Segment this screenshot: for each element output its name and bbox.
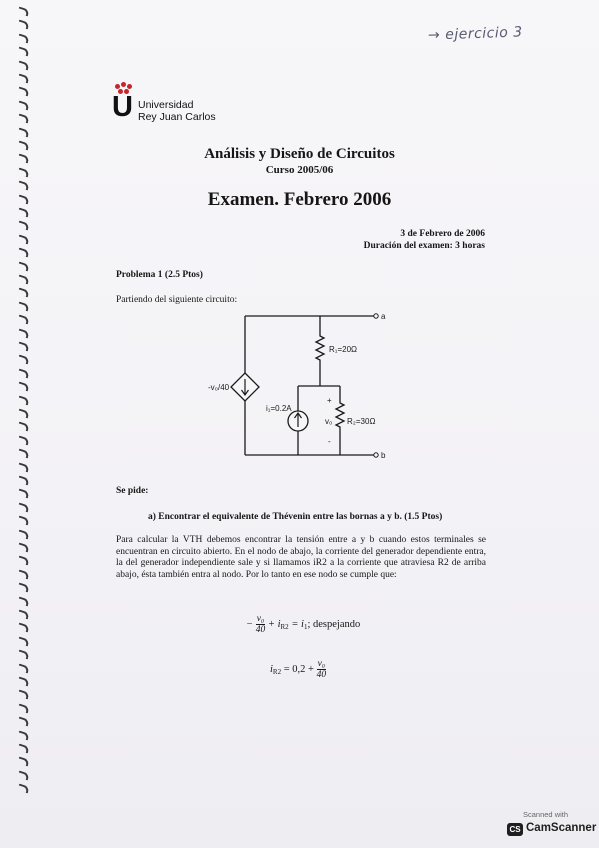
logo-dot-icon <box>127 84 132 89</box>
spiral-ring-icon <box>17 435 30 445</box>
spiral-ring-icon <box>17 529 30 539</box>
spiral-ring-icon <box>17 770 30 780</box>
spiral-ring-icon <box>17 87 30 97</box>
course-year: Curso 2005/06 <box>265 164 334 176</box>
spiral-ring-icon <box>17 221 30 231</box>
spiral-ring-icon <box>17 248 30 258</box>
spiral-binding <box>18 8 34 808</box>
eq1-minus: − <box>246 618 254 630</box>
course-title: Análisis y Diseño de Circuitos <box>204 146 395 162</box>
eq1-fraction <box>256 614 266 635</box>
label-minus: - <box>328 437 331 446</box>
r2-resistor <box>336 386 344 455</box>
eq1-rest: + i <box>267 618 281 630</box>
camscanner-watermark <box>503 808 595 844</box>
spiral-ring-icon <box>17 743 30 753</box>
spiral-ring-icon <box>17 422 30 432</box>
scanner-name: CamScanner <box>526 822 597 834</box>
spiral-ring-icon <box>17 368 30 378</box>
spiral-ring-icon <box>17 47 30 57</box>
eq1-sub: R2 <box>280 622 289 631</box>
circuit-diagram <box>208 308 410 468</box>
spiral-ring-icon <box>17 717 30 727</box>
exam-title: Examen. Febrero 2006 <box>207 189 392 210</box>
logo-line1: Universidad <box>138 99 194 111</box>
terminal-a-icon <box>374 314 378 318</box>
spiral-ring-icon <box>17 114 30 124</box>
spiral-ring-icon <box>17 288 30 298</box>
spiral-ring-icon <box>17 341 30 351</box>
label-r2: R₂=30Ω <box>347 417 376 426</box>
eq2-sub: R2 <box>272 667 282 676</box>
spiral-ring-icon <box>17 73 30 83</box>
label-a: a <box>381 312 386 321</box>
spiral-ring-icon <box>17 676 30 686</box>
spiral-ring-icon <box>17 502 30 512</box>
exam-duration: Duración del examen: 3 horas <box>363 241 485 251</box>
spiral-ring-icon <box>17 100 30 110</box>
spiral-ring-icon <box>17 636 30 646</box>
equation-2 <box>270 659 326 680</box>
spiral-ring-icon <box>17 33 30 43</box>
equation-1 <box>246 614 360 635</box>
spiral-ring-icon <box>17 596 30 606</box>
spiral-ring-icon <box>17 328 30 338</box>
label-v0: v₀ <box>325 417 333 426</box>
label-dep-source: -v₀/40 <box>208 383 230 392</box>
exam-date: 3 de Febrero de 2006 <box>400 229 485 239</box>
label-b: b <box>381 451 386 460</box>
spiral-ring-icon <box>17 20 30 30</box>
dependent-source-icon <box>231 373 259 401</box>
terminal-b-icon <box>374 453 378 457</box>
solution-paragraph: Para calcular la VTH debemos encontrar la tensión entre a y b cuando estos terminales se encuentran en circuito abierto. En el nodo de abajo, la corriente del generador dependiente entra, la del generador independiente sale y si llamamos iR2 a la corriente que atraviesa R2 de arriba abajo, ésta también entra al nodo. Por lo tanto en ese nodo se cumple que: <box>116 535 486 580</box>
spiral-ring-icon <box>17 542 30 552</box>
eq1-sub2: 1 <box>303 622 308 631</box>
spiral-ring-icon <box>17 489 30 499</box>
label-i1: i₁=0.2A <box>266 404 292 413</box>
spiral-ring-icon <box>17 784 30 794</box>
eq1-numerator: v₀ <box>256 614 265 624</box>
logo-text <box>138 99 216 123</box>
spiral-ring-icon <box>17 127 30 137</box>
r1-resistor <box>316 316 324 386</box>
label-r1: R₁=20Ω <box>329 345 358 354</box>
spiral-ring-icon <box>17 757 30 767</box>
spiral-ring-icon <box>17 569 30 579</box>
spiral-ring-icon <box>17 382 30 392</box>
spiral-ring-icon <box>17 516 30 526</box>
spiral-ring-icon <box>17 663 30 673</box>
se-pide: Se pide: <box>116 486 149 496</box>
spiral-ring-icon <box>17 583 30 593</box>
spiral-ring-icon <box>17 609 30 619</box>
university-logo <box>112 82 252 126</box>
eq2-mid: = 0,2 + <box>283 663 314 675</box>
spiral-ring-icon <box>17 408 30 418</box>
eq2-numerator: v₀ <box>317 659 326 669</box>
eq1-eq: = i <box>291 618 304 630</box>
spiral-ring-icon <box>17 462 30 472</box>
spiral-ring-icon <box>17 355 30 365</box>
spiral-ring-icon <box>17 315 30 325</box>
eq2-fraction <box>317 659 327 680</box>
spiral-ring-icon <box>17 623 30 633</box>
logo-dot-icon <box>121 82 126 87</box>
problem-intro: Partiendo del siguiente circuito: <box>116 295 238 305</box>
logo-u-mark: U <box>112 91 133 123</box>
logo-line2: Rey Juan Carlos <box>138 111 216 123</box>
label-plus: + <box>327 396 332 405</box>
spiral-ring-icon <box>17 449 30 459</box>
spiral-ring-icon <box>17 301 30 311</box>
spiral-ring-icon <box>17 475 30 485</box>
eq2-denominator: 40 <box>316 670 327 680</box>
eq1-tail: ; despejando <box>307 618 361 630</box>
camscanner-logo-icon: CS <box>507 823 523 836</box>
spiral-ring-icon <box>17 6 30 16</box>
spiral-ring-icon <box>17 395 30 405</box>
spiral-ring-icon <box>17 261 30 271</box>
spiral-ring-icon <box>17 703 30 713</box>
eq2-lhs: i <box>270 663 273 675</box>
spiral-ring-icon <box>17 60 30 70</box>
spiral-ring-icon <box>17 556 30 566</box>
current-source-icon <box>288 411 308 431</box>
eq1-denominator: 40 <box>255 625 266 635</box>
spiral-ring-icon <box>17 274 30 284</box>
handwritten-note: → ejercicio 3 <box>427 24 523 44</box>
part-a: a) Encontrar el equivalente de Thévenin entre las bornas a y b. (1.5 Ptos) <box>148 512 443 522</box>
scanner-top-text: Scanned with <box>523 810 569 819</box>
spiral-ring-icon <box>17 690 30 700</box>
spiral-ring-icon <box>17 650 30 660</box>
problem-heading: Problema 1 (2.5 Ptos) <box>116 270 203 280</box>
spiral-ring-icon <box>17 730 30 740</box>
spiral-ring-icon <box>17 234 30 244</box>
